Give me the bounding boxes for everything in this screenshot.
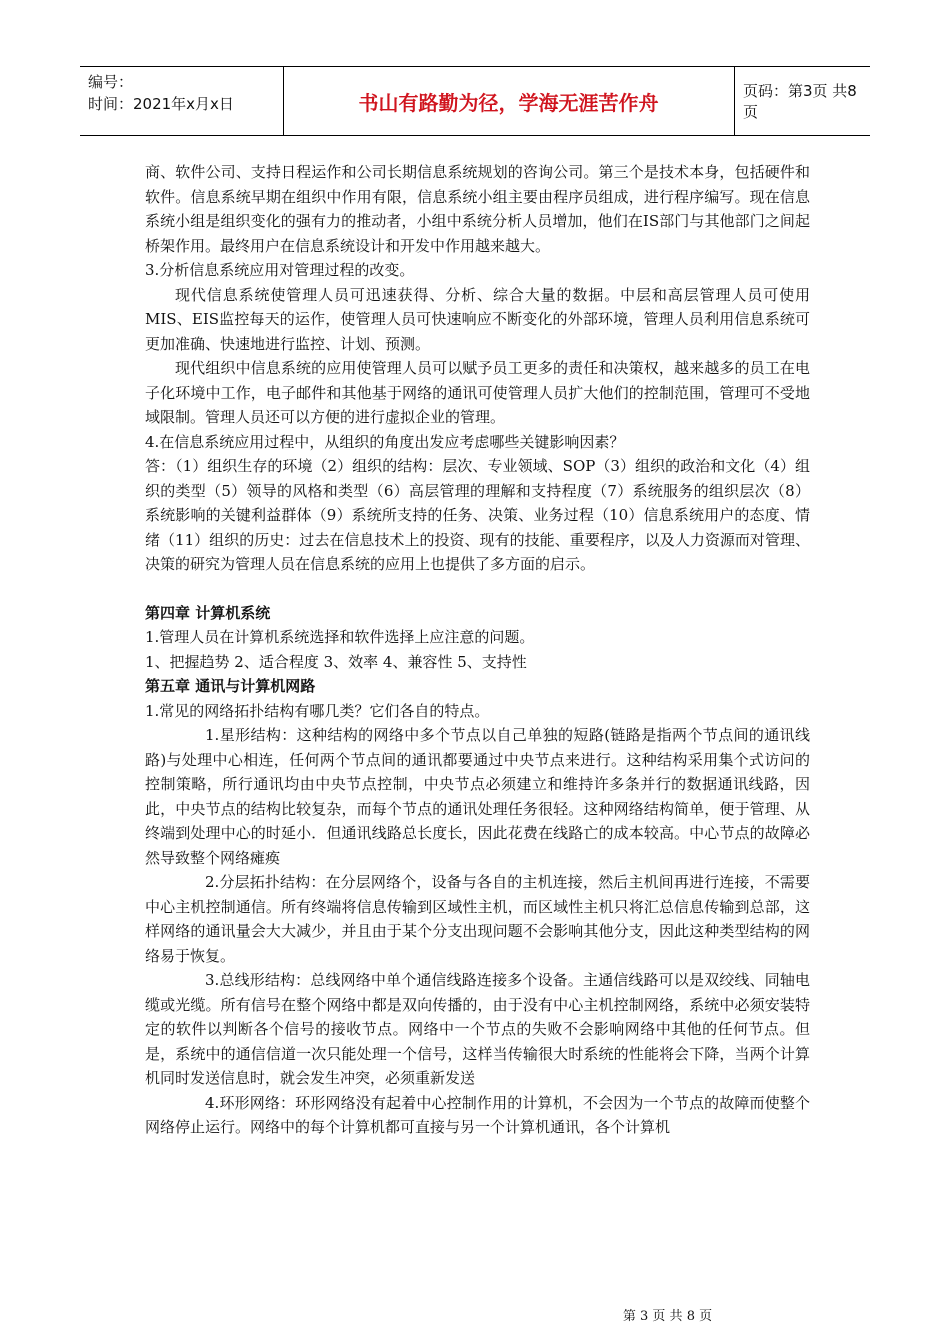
paragraph: 1.星形结构：这种结构的网络中多个节点以自己单独的短路(链路是指两个节点间的通讯线路)与处理中心相连，任何两个节点间的通讯都要通过中央节点来进行。这种结构采用集个式访问的控制策略，所行通讯均由中央节点控制，中央节点必须建立和维持许多条并行的数据通讯线路，因此，中央节点的结构比较复杂，而每个节点的通讯处理任务很轻。这种网络结构简单，便于管理、从终端到处理中心的时延小．但通讯线路总长度长，因此花费在线路亡的成本较高。中心节点的故障必然导致整个网络瘫痪	[145, 726, 810, 867]
answer-paragraph: 1、把握趋势 2、适合程度 3、效率 4、兼容性 5、支持性	[145, 652, 527, 671]
question-heading: 1.管理人员在计算机系统选择和软件选择上应注意的问题。	[145, 628, 535, 646]
paragraph: 4.环形网络：环形网络没有起着中心控制作用的计算机，不会因为一个节点的故障而使整个网络停止运行。网络中的每个计算机都可直接与另一个计算机通讯，各个计算机	[145, 1093, 810, 1136]
footer-page-number: 第 3 页 共 8 页	[622, 1309, 713, 1324]
document-date: 时间：2021年x月x日	[88, 95, 234, 113]
question-heading: 4.在信息系统应用过程中，从组织的角度出发应考虑哪些关键影响因素？	[145, 432, 625, 451]
header-divider	[283, 67, 284, 135]
header-motto: 书山有路勤为径，学海无涯苦作舟	[358, 90, 659, 115]
question-heading: 3.分析信息系统应用对管理过程的改变。	[145, 261, 415, 279]
page-header	[80, 66, 870, 136]
page-footer	[0, 1305, 950, 1324]
document-body	[145, 160, 810, 1140]
document-number-label: 编号：	[88, 73, 134, 91]
paragraph: 现代信息系统使管理人员可迅速获得、分析、综合大量的数据。中层和高层管理人员可使用MIS、EIS监控每天的运作，使管理人员可快速响应不断变化的外部环境，管理人员利用信息系统可更加准确、快速地进行监控、计划、预测。	[145, 285, 810, 353]
paragraph: 3.总线形结构：总线网络中单个通信线路连接多个设备。主通信线路可以是双绞线、同轴电缆或光缆。所有信号在整个网络中都是双向传播的，由于没有中心主机控制网络，系统中必须安装特定的软件以判断各个信号的接收节点。网络中一个节点的失败不会影响网络中其他的任何节点。但是，系统中的通信信道一次只能处理一个信号，这样当传输很大时系统的性能将会下降，当两个计算机同时发送信息时，就会发生冲突，必须重新发送	[145, 971, 810, 1087]
paragraph: 现代组织中信息系统的应用使管理人员可以赋予员工更多的责任和决策权，越来越多的员工在电子化环境中工作，电子邮件和其他基于网络的通讯可使管理人员扩大他们的控制范围，管理可不受地域限制。管理人员还可以方便的进行虚拟企业的管理。	[145, 359, 810, 426]
answer-paragraph: 答：（1）组织生存的环境（2）组织的结构：层次、专业领域、SOP（3）组织的政治和文化（4）组织的类型（5）领导的风格和类型（6）高层管理的理解和支持程度（7）系统服务的组织层次（8）系统影响的关键利益群体（9）系统所支持的任务、决策、业务过程（10）信息系统用户的态度、情绪（11）组织的历史：过去在信息技术上的投资、现有的技能、重要程序，以及人力资源而对管理、决策的研究为管理人员在信息系统的应用上也提供了多方面的启示。	[145, 457, 810, 573]
paragraph: 商、软件公司、支持日程运作和公司长期信息系统规划的咨询公司。第三个是技术本身，包括硬件和软件。信息系统早期在组织中作用有限，信息系统小组主要由程序员组成，进行程序编写。现在信息系统小组是组织变化的强有力的推动者，小组中系统分析人员增加，他们在IS部门与其他部门之间起桥架作用。最终用户在信息系统设计和开发中作用越来越大。	[145, 163, 810, 255]
header-meta	[88, 71, 283, 115]
chapter-heading: 第五章 通讯与计算机网路	[145, 677, 316, 695]
header-page-info: 页码：第3页 共8页	[743, 82, 857, 121]
header-divider	[734, 67, 735, 135]
chapter-heading: 第四章 计算机系统	[145, 603, 271, 622]
paragraph: 2.分层拓扑结构：在分层网络个，设备与各自的主机连接，然后主机间再进行连接，不需要中心主机控制通信。所有终端将信息传输到区域性主机，而区域性主机只将汇总信息传输到总部，这样网络的通讯量会大大减少，并且由于某个分支出现问题不会影响其他分支，因此这种类型结构的网络易于恢复。	[145, 873, 810, 965]
question-heading: 1.常见的网络拓扑结构有哪几类？它们各自的特点。	[145, 701, 490, 720]
